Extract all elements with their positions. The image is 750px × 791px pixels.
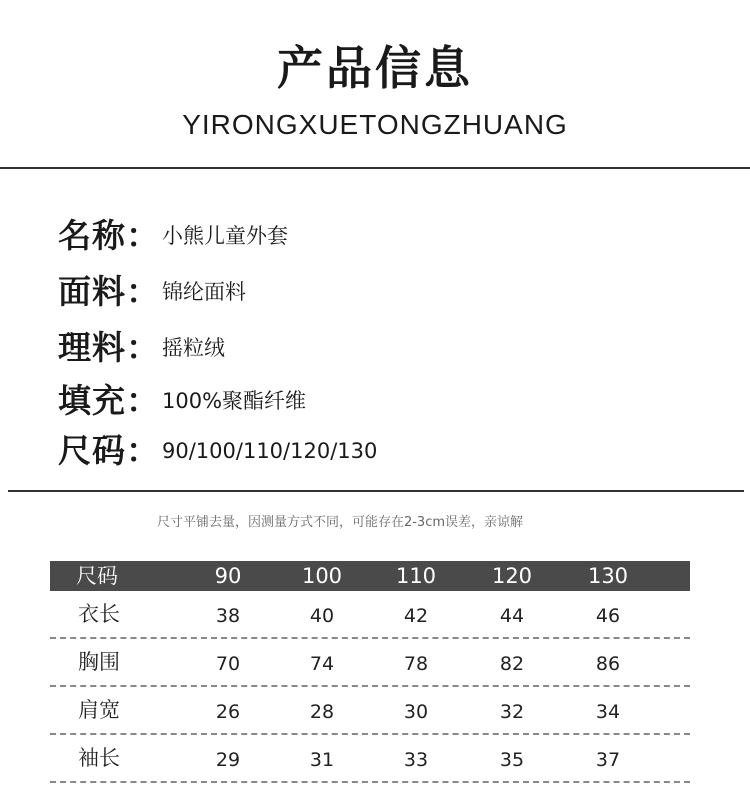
table-cell: 37 [595,749,621,771]
info-label: 名称： [58,216,160,255]
table-cell: 78 [403,653,429,675]
info-label: 面料： [58,272,160,311]
table-cell: 40 [309,605,335,627]
table-cell: 82 [499,653,525,675]
row-label: 袖长 [78,746,120,770]
table-cell: 86 [595,653,621,675]
size-table [50,561,690,783]
size-header-120: 120 [491,564,533,588]
table-cell: 26 [215,701,241,723]
table-row [50,687,690,735]
info-row-fabric [58,270,246,314]
size-header-130: 130 [587,564,629,588]
info-value: 90/100/110/120/130 [162,439,378,463]
page-subtitle: YIRONGXUETONGZHUANG [182,109,568,140]
table-cell: 28 [309,701,335,723]
table-cell: 29 [215,749,241,771]
table-cell: 30 [403,701,429,723]
table-cell: 34 [595,701,621,723]
info-value: 小熊儿童外套 [162,224,288,248]
row-label: 肩宽 [78,698,120,722]
table-row [50,639,690,687]
info-row-filling [58,379,306,423]
table-cell: 31 [309,749,335,771]
measurement-note: 尺寸平铺去量，因测量方式不同，可能存在2-3cm误差，亲谅解 [156,515,524,530]
info-label: 填充： [58,381,160,420]
table-cell: 32 [499,701,525,723]
table-cell: 42 [403,605,429,627]
info-value: 100%聚酯纤维 [162,389,307,413]
size-header-100: 100 [301,564,343,588]
table-cell: 46 [595,605,621,627]
table-cell: 70 [215,653,241,675]
info-row-name [58,214,288,258]
info-row-lining [58,326,225,370]
table-cell: 38 [215,605,241,627]
info-value: 摇粒绒 [162,336,225,360]
row-label: 胸围 [78,650,120,674]
info-label: 理料： [58,328,160,367]
row-label: 衣长 [78,602,120,626]
info-row-size [58,429,377,473]
size-header-110: 110 [395,564,437,588]
table-cell: 35 [499,749,525,771]
table-cell: 44 [499,605,525,627]
info-value: 锦纶面料 [162,280,246,304]
table-row [50,591,690,639]
size-table-header [50,561,690,591]
size-header-label: 尺码 [76,564,118,588]
table-cell: 74 [309,653,335,675]
info-label: 尺码： [58,431,160,470]
table-row [50,735,690,783]
page-title: 产品信息 [277,41,473,95]
top-divider [0,167,750,169]
middle-divider [8,490,744,492]
table-cell: 33 [403,749,429,771]
size-header-90: 90 [214,564,242,588]
